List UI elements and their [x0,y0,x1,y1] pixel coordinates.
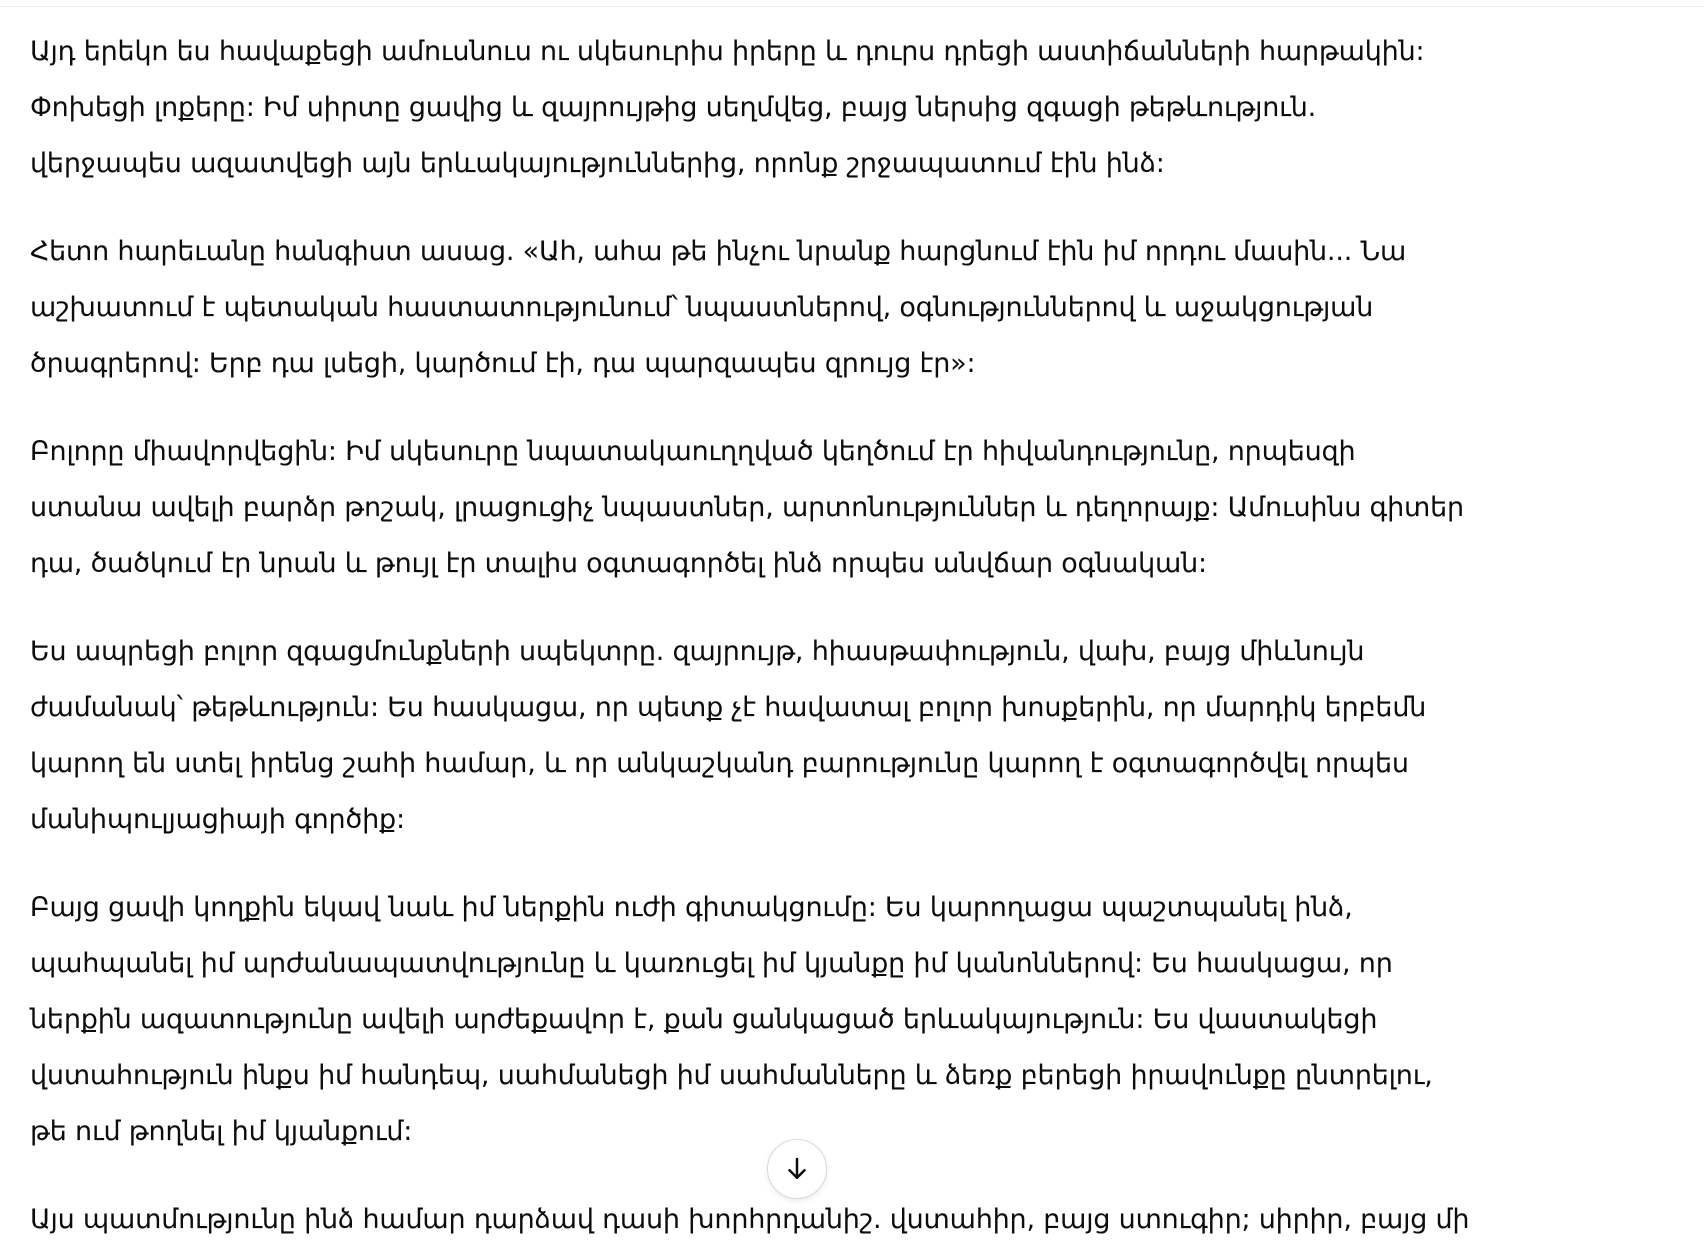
arrow-down-icon [782,1154,812,1184]
assistant-message [30,24,1630,1248]
message-paragraph-5: Բայց ցավի կողքին եկավ նաև իմ ներքին ուժի գիտակցումը: Ես կարողացա պաշտպանել ինձ, պահպանել իմ արժանապատվությունը և կառուցել իմ կյանքը իմ կանոններով: Ես հասկացա, որ ներքին ազատությունը ավելի արժեքավոր է, քան ցանկացած երևակայություն: Ես վաստակեցի վստահություն ինքս իմ հանդեպ, սահմանեցի իմ սահմանները և ձեռք բերեցի իրավունքը ընտրելու, թե ում թողնել իմ կյանքում: [30,892,1433,1147]
message-paragraph-6: Այս պատմությունը ինձ համար դարձավ դասի խորհրդանիշ. վստահիր, բայց ստուգիր; սիրիր, բայց մի [30,1204,1470,1235]
header-divider [0,0,1704,7]
message-paragraph-2: Հետո հարեւանը հանգիստ ասաց. «Ահ, ահա թե ինչու նրանք հարցնում էին իմ որդու մասին... Նա աշխատում է պետական հաստատությունում՝ նպաստներով, օգնություններով և աջակցության ծրագրերով: Երբ դա լսեցի, կարծում էի, դա պարզապես զրույց էր»: [30,236,1407,379]
scroll-to-bottom-button[interactable] [767,1139,827,1199]
message-paragraph-3: Բոլորը միավորվեցին: Իմ սկեսուրը նպատակաուղղված կեղծում էր հիվանդությունը, որպեսզի ստանա ավելի բարձր թոշակ, լրացուցիչ նպաստներ, արտոնություններ և դեղորայք: Ամուսինս գիտեր դա, ծածկում էր նրան և թույլ էր տալիս օգտագործել ինձ որպես անվճար օգնական: [30,436,1464,579]
message-paragraph-4: Ես ապրեցի բոլոր զգացմունքների սպեկտրը. զայրույթ, հիասթափություն, վախ, բայց միևնույն ժամանակ՝ թեթևություն: Ես հասկացա, որ պետք չէ հավատալ բոլոր խոսքերին, որ մարդիկ երբեմն կարող են ստել իրենց շահի համար, և որ անկաշկանդ բարությունը կարող է օգտագործվել որպես մանիպուլյացիայի գործիք: [30,636,1427,835]
message-paragraph-1: Այդ երեկո ես հավաքեցի ամուսնուս ու սկեսուրիս իրերը և դուրս դրեցի աստիճանների հարթակին: Փոխեցի լոքերը: Իմ սիրտը ցավից և զայրույթից սեղմվեց, բայց ներսից զգացի թեթևություն. վերջապես ազատվեցի այն երևակայություններից, որոնք շրջապատում էին ինձ: [30,36,1425,179]
